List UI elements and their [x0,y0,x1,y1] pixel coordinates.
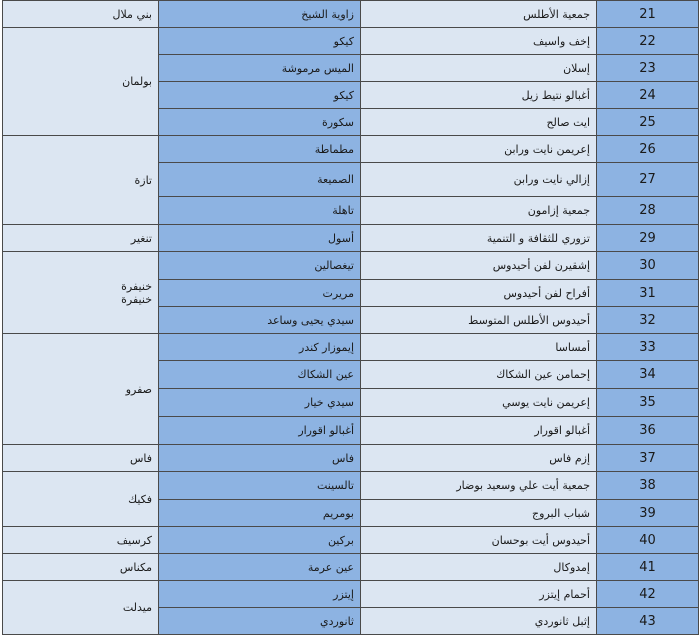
association-name-cell: أفراح لفن أحيدوس [361,280,597,307]
row-number-cell: 32 [597,307,699,334]
city-cell: سكورة [159,109,361,136]
association-name-cell: أحيدوس أيت بوحسان [361,527,597,554]
row-number-cell: 23 [597,55,699,82]
row-number-cell: 25 [597,109,699,136]
association-name-cell: إمدوكال [361,554,597,581]
province-cell: مكناس [3,554,159,581]
city-cell: فاس [159,445,361,472]
city-cell: أغبالو اقورار [159,417,361,445]
association-name-cell: إزالي نايت ورابن [361,163,597,197]
association-name-cell: إزم فاس [361,445,597,472]
association-name-cell: ايت صالح [361,109,597,136]
table-row [3,334,699,361]
row-number-cell: 30 [597,252,699,280]
province-cell: بولمان [3,28,159,136]
association-name-cell: أمساسا [361,334,597,361]
city-cell: الصميعة [159,163,361,197]
city-cell: أسول [159,225,361,252]
row-number-cell: 21 [597,1,699,28]
row-number-cell: 26 [597,136,699,163]
association-name-cell: جمعية أيت علي وسعيد بوضار [361,472,597,500]
table-row [3,28,699,55]
city-cell: بومريم [159,500,361,527]
association-name-cell: إثبل ثانوردي [361,608,597,635]
association-name-cell: أغبالو اقورار [361,417,597,445]
association-name-cell: أحيدوس الأطلس المتوسط [361,307,597,334]
association-name-cell: إحمامن عين الشكاك [361,361,597,389]
row-number-cell: 27 [597,163,699,197]
table-row [3,445,699,472]
row-number-cell: 29 [597,225,699,252]
row-number-cell: 31 [597,280,699,307]
association-name-cell: أغبالو نتيط زيل [361,82,597,109]
city-cell: تيغصالين [159,252,361,280]
province-cell: بني ملال [3,1,159,28]
table-row [3,472,699,500]
province-cell: فاس [3,445,159,472]
table-row [3,136,699,163]
association-name-cell: إعريمن نايت ورابن [361,136,597,163]
table-row [3,581,699,608]
association-name-cell: إخف واسيف [361,28,597,55]
table-row [3,1,699,28]
row-number-cell: 38 [597,472,699,500]
city-cell: إيتزر [159,581,361,608]
row-number-cell: 36 [597,417,699,445]
association-name-cell: شباب البروج [361,500,597,527]
city-cell: الميس مرموشة [159,55,361,82]
city-cell: عين الشكاك [159,361,361,389]
province-cell: ميدلت [3,581,159,635]
city-cell: كيكو [159,28,361,55]
province-cell: تنغير [3,225,159,252]
table-row [3,225,699,252]
row-number-cell: 35 [597,389,699,417]
city-cell: ثانوردي [159,608,361,635]
association-name-cell: إسلان [361,55,597,82]
province-cell: خنيفرة خنيفرة [3,252,159,334]
associations-table [2,0,699,635]
city-cell: مريرت [159,280,361,307]
row-number-cell: 22 [597,28,699,55]
row-number-cell: 41 [597,554,699,581]
row-number-cell: 24 [597,82,699,109]
association-name-cell: أحمام إيتزر [361,581,597,608]
city-cell: كيكو [159,82,361,109]
city-cell: سيدي خيار [159,389,361,417]
city-cell: بركين [159,527,361,554]
association-name-cell: تزوري للثقافة و التنمية [361,225,597,252]
table-row [3,554,699,581]
row-number-cell: 39 [597,500,699,527]
row-number-cell: 42 [597,581,699,608]
city-cell: زاوية الشيخ [159,1,361,28]
city-cell: مطماطة [159,136,361,163]
association-name-cell: جمعية إزامون [361,197,597,225]
row-number-cell: 34 [597,361,699,389]
city-cell: سيدي يحيى وساعد [159,307,361,334]
city-cell: تالسينت [159,472,361,500]
row-number-cell: 28 [597,197,699,225]
row-number-cell: 33 [597,334,699,361]
association-name-cell: إعريمن نايت يوسي [361,389,597,417]
province-cell: فكيك [3,472,159,527]
association-name-cell: إشقيرن لفن أحيدوس [361,252,597,280]
table-row [3,252,699,280]
province-cell: صفرو [3,334,159,445]
city-cell: إيموزار كندر [159,334,361,361]
table-row [3,527,699,554]
association-name-cell: جمعية الأطلس [361,1,597,28]
province-cell: تازة [3,136,159,225]
row-number-cell: 43 [597,608,699,635]
province-cell: كرسيف [3,527,159,554]
row-number-cell: 40 [597,527,699,554]
city-cell: عين عرمة [159,554,361,581]
city-cell: تاهلة [159,197,361,225]
row-number-cell: 37 [597,445,699,472]
